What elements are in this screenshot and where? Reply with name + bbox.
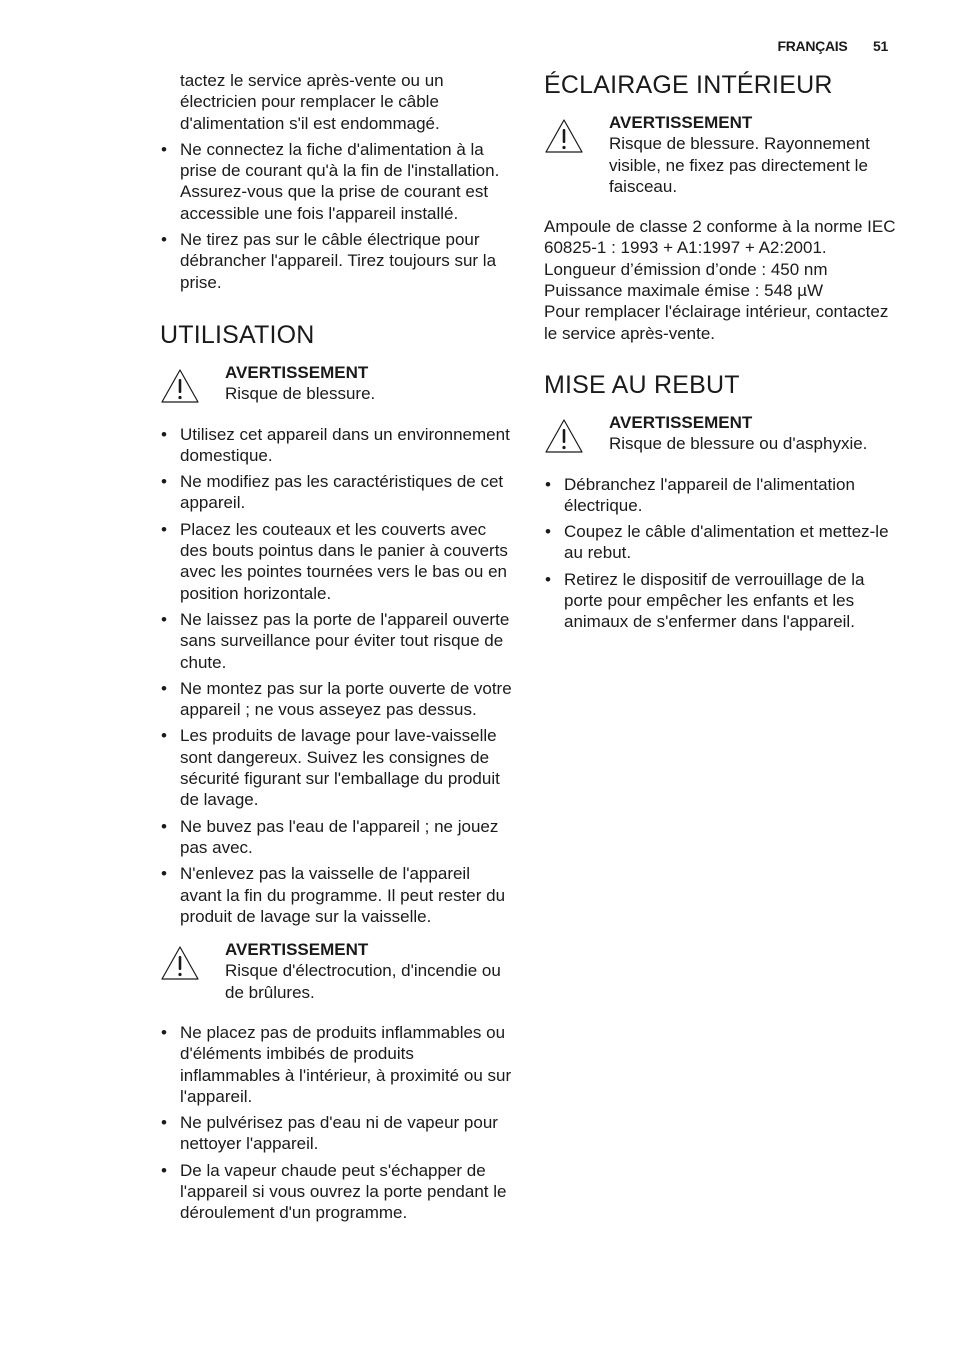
warning-text: Risque d'électrocution, d'incendie ou de brûlures. bbox=[225, 961, 501, 1002]
disposal-bullet-list bbox=[544, 474, 900, 633]
spec-line: Ampoule de classe 2 conforme à la norme IEC 60825-1 : 1993 + A1:1997 + A2:2001. bbox=[544, 217, 896, 258]
list-item: • Débranchez l'appareil de l'alimentation électrique. bbox=[544, 474, 900, 517]
language-label: FRANÇAIS bbox=[777, 38, 848, 54]
lighting-specs bbox=[544, 216, 900, 344]
list-item: • Ne tirez pas sur le câble électrique pour débrancher l'appareil. Tirez toujours sur la prise. bbox=[160, 229, 516, 293]
list-item: • N'enlevez pas la vaisselle de l'appareil avant la fin du programme. Il peut rester du produit de lavage sur la vaisselle. bbox=[160, 863, 516, 927]
right-column bbox=[544, 70, 900, 638]
warning-title: AVERTISSEMENT bbox=[225, 362, 369, 382]
warning-text: Risque de blessure. bbox=[225, 384, 376, 404]
warning-box bbox=[160, 362, 516, 405]
warning-box bbox=[544, 112, 900, 197]
intro-continuation: tactez le service après-vente ou un électricien pour remplacer le câble d'alimentation s'il est endommagé. bbox=[180, 71, 444, 133]
spec-line: Longueur d’émission d’onde : 450 nm bbox=[544, 259, 828, 279]
warning-text: Risque de blessure. Rayonnement visible, ne fixez pas directement le faisceau. bbox=[609, 134, 870, 196]
page-header bbox=[777, 38, 888, 54]
spec-line: Puissance maximale émise : 548 µW bbox=[544, 281, 824, 301]
list-item: • Ne pulvérisez pas d'eau ni de vapeur pour nettoyer l'appareil. bbox=[160, 1112, 516, 1155]
warning-text: Risque de blessure ou d'asphyxie. bbox=[609, 434, 868, 454]
list-item: • Ne laissez pas la porte de l'appareil ouverte sans surveillance pour éviter tout risque de chute. bbox=[160, 609, 516, 673]
page-number: 51 bbox=[873, 38, 888, 54]
list-item: • De la vapeur chaude peut s'échapper de l'appareil si vous ouvrez la porte pendant le déroulement d'un programme. bbox=[160, 1160, 516, 1224]
warning-title: AVERTISSEMENT bbox=[609, 412, 753, 432]
list-item: • Utilisez cet appareil dans un environnement domestique. bbox=[160, 424, 516, 467]
list-item: • Retirez le dispositif de verrouillage de la porte pour empêcher les enfants et les animaux de s'enfermer dans l'appareil. bbox=[544, 569, 900, 633]
warning-title: AVERTISSEMENT bbox=[225, 940, 369, 960]
warning-triangle-icon bbox=[544, 418, 584, 454]
utilisation-bullet-list bbox=[160, 424, 516, 928]
warning-triangle-icon bbox=[160, 945, 200, 981]
warning-triangle-icon bbox=[160, 368, 200, 404]
warning-triangle-icon bbox=[544, 118, 584, 154]
warning-title: AVERTISSEMENT bbox=[609, 113, 753, 132]
list-item: • Coupez le câble d'alimentation et mettez-le au rebut. bbox=[544, 521, 900, 564]
utilisation-bullet-list-2 bbox=[160, 1022, 516, 1224]
section-heading-mise-au-rebut: MISE AU REBUT bbox=[544, 370, 740, 399]
list-item: • Placez les couteaux et les couverts avec des bouts pointus dans le panier à couverts avec les pointes tournées vers le bas ou en position horizontale. bbox=[160, 519, 516, 604]
list-item: • Ne modifiez pas les caractéristiques de cet appareil. bbox=[160, 471, 516, 514]
list-item: • Ne placez pas de produits inflammables ou d'éléments imbibés de produits inflammables à l'intérieur, à proximité ou sur l'appareil. bbox=[160, 1022, 516, 1107]
section-heading-eclairage: ÉCLAIRAGE INTÉRIEUR bbox=[544, 71, 833, 99]
section-heading-utilisation: UTILISATION bbox=[160, 320, 315, 349]
list-item: • Ne montez pas sur la porte ouverte de votre appareil ; ne vous asseyez pas dessus. bbox=[160, 678, 516, 721]
left-column bbox=[160, 70, 516, 1229]
list-item: • Ne buvez pas l'eau de l'appareil ; ne jouez pas avec. bbox=[160, 816, 516, 859]
list-item: • Ne connectez la fiche d'alimentation à la prise de courant qu'à la fin de l'installation. Assurez-vous que la prise de courant est accessible une fois l'appareil installé. bbox=[160, 139, 516, 224]
warning-box bbox=[544, 412, 900, 455]
list-item: • Les produits de lavage pour lave-vaisselle sont dangereux. Suivez les consignes de sécurité figurant sur l'emballage du produit de lavage. bbox=[160, 725, 516, 810]
intro-bullet-list bbox=[160, 139, 516, 293]
spec-line: Pour remplacer l'éclairage intérieur, contactez le service après-vente. bbox=[544, 302, 889, 343]
warning-box bbox=[160, 939, 516, 1003]
